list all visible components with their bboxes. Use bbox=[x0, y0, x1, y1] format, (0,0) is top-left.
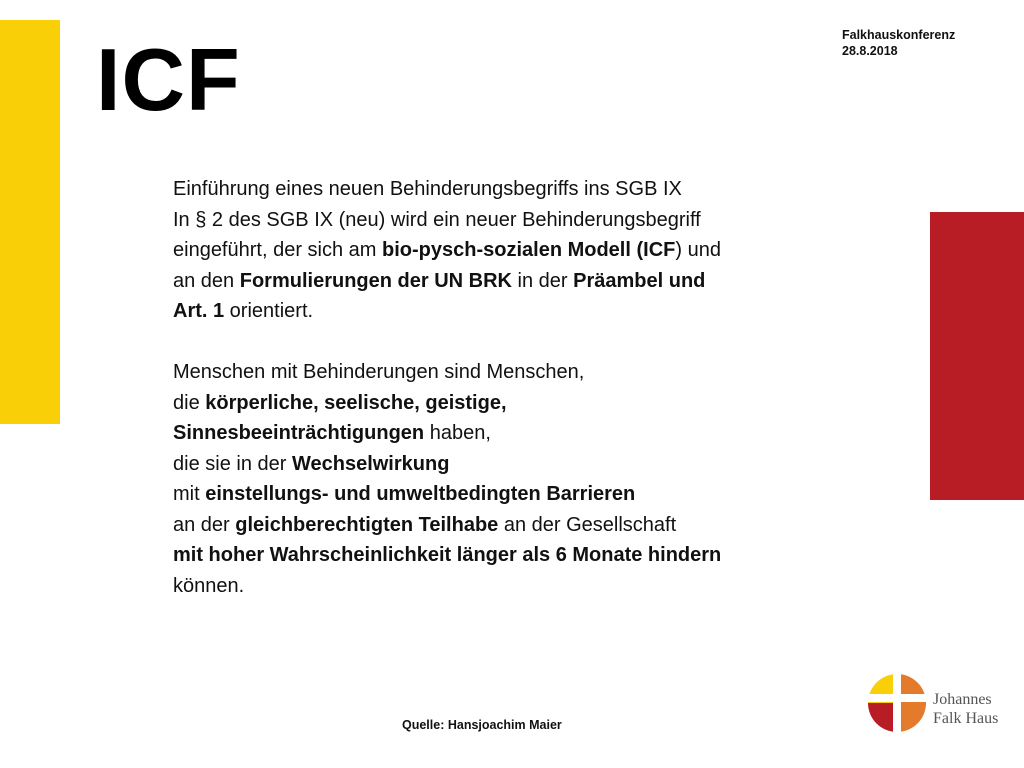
text-line bbox=[173, 357, 863, 388]
text-line bbox=[173, 449, 863, 480]
text-segment: haben, bbox=[424, 422, 491, 444]
logo-line-falk-haus: Falk Haus bbox=[933, 710, 999, 727]
text-segment: an den bbox=[173, 269, 240, 292]
text-segment: die sie in der bbox=[173, 452, 292, 475]
yellow-accent-bar bbox=[0, 20, 60, 424]
text-line bbox=[173, 205, 863, 236]
text-segment: ) und bbox=[675, 239, 721, 261]
body-text bbox=[173, 174, 863, 601]
text-line bbox=[173, 235, 863, 266]
text-line bbox=[173, 418, 863, 449]
bold-text-segment: Präambel und bbox=[573, 269, 706, 292]
paragraph-definition bbox=[173, 357, 863, 601]
bold-text-segment: bio-pysch-sozialen Modell (ICF bbox=[382, 239, 676, 261]
text-line bbox=[173, 571, 863, 602]
logo-line-johannes: Johannes bbox=[933, 691, 992, 708]
text-segment: können. bbox=[173, 574, 245, 597]
bold-text-segment: Sinnesbeeinträchtigungen bbox=[173, 422, 425, 444]
text-segment: orientiert. bbox=[224, 300, 314, 322]
text-line bbox=[173, 388, 863, 419]
red-accent-bar bbox=[930, 212, 1024, 500]
event-name: Falkhauskonferenz bbox=[842, 28, 956, 42]
slide-meta bbox=[842, 27, 955, 59]
text-segment: die bbox=[173, 391, 206, 414]
logo-text bbox=[933, 690, 998, 728]
bold-text-segment: gleichberechtigten Teilhabe bbox=[235, 513, 499, 536]
bold-text-segment: Wechselwirkung bbox=[291, 452, 450, 475]
bold-text-segment: Formulierungen der UN BRK bbox=[239, 269, 512, 292]
text-segment: an der Gesellschaft bbox=[498, 513, 677, 536]
text-line bbox=[173, 266, 863, 297]
event-date: 28.8.2018 bbox=[842, 44, 898, 58]
text-line bbox=[173, 296, 863, 327]
paragraph-behinderungsbegriff bbox=[173, 174, 863, 327]
bold-text-segment: Art. 1 bbox=[173, 300, 225, 322]
logo-cross-icon bbox=[866, 672, 928, 734]
bold-text-segment: einstellungs- und umweltbedingten Barrieren bbox=[205, 483, 636, 505]
text-line bbox=[173, 479, 863, 510]
source-note: Quelle: Hansjoachim Maier bbox=[402, 718, 562, 732]
text-line bbox=[173, 510, 863, 541]
text-segment: an der bbox=[173, 513, 236, 536]
page-title: ICF bbox=[96, 30, 241, 129]
text-segment: mit bbox=[173, 483, 206, 505]
text-segment: Einführung eines neuen Behinderungsbegriffs ins SGB IX bbox=[173, 178, 682, 200]
text-line bbox=[173, 174, 863, 205]
johannes-falk-haus-logo bbox=[866, 672, 1016, 738]
text-line bbox=[173, 540, 863, 571]
text-segment: in der bbox=[511, 269, 574, 292]
text-segment: Menschen mit Behinderungen sind Menschen, bbox=[173, 361, 585, 383]
text-segment: In § 2 des SGB IX (neu) wird ein neuer Behinderungsbegriff bbox=[173, 208, 701, 231]
bold-text-segment: mit hoher Wahrscheinlichkeit länger als 6 Monate hindern bbox=[173, 544, 722, 566]
bold-text-segment: körperliche, seelische, geistige, bbox=[205, 391, 507, 414]
text-segment: eingeführt, der sich am bbox=[173, 239, 382, 261]
